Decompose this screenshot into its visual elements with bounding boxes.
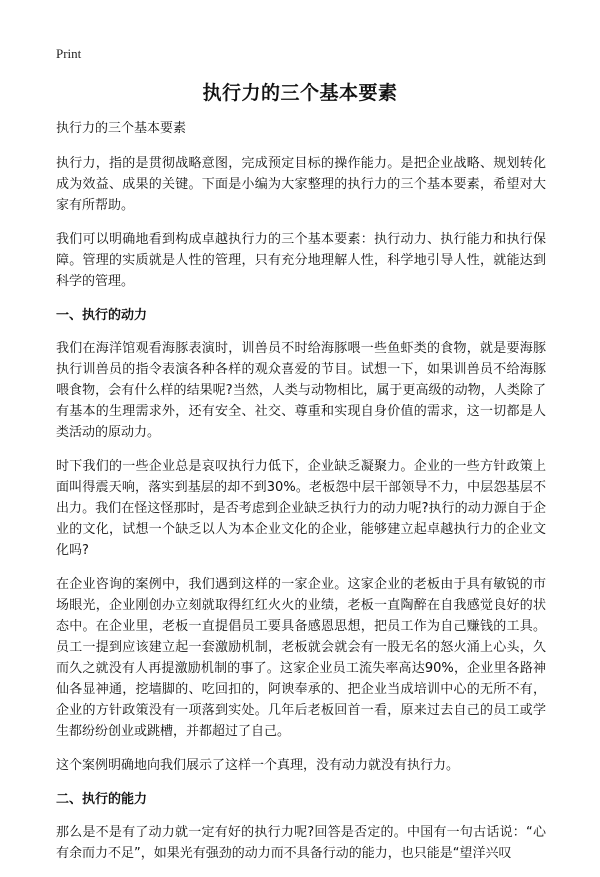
- section-heading-motivation: 一、执行的动力: [56, 308, 148, 323]
- body-paragraph: 时下我们的一些企业总是哀叹执行力低下，企业缺乏凝聚力。企业的一些方针政策上面叫得震天响，落实到基层的却不到30%。老板怨中层干部领导不力，中层怨基层不出力。我们在怪这怪那时，是否考虑到企业缺乏执行力的动力呢?执行的动力源自于企业的文化，试想一个缺乏以人为本企业文化的企业，能够建立起卓越执行力的企业文化吗?: [56, 459, 546, 558]
- section-heading-ability: 二、执行的能力: [56, 792, 148, 807]
- body-paragraph: 我们在海洋馆观看海豚表演时，训兽员不时给海豚喂一些鱼虾类的食物，就是要海豚执行训兽员的指令表演各种各样的观众喜爱的节目。试想一下，如果训兽员不给海豚喂食物，会有什么样的结果呢?当然，人类与动物相比，属于更高级的动物，人类除了有基本的生理需求外，还有安全、社交、尊重和实现自身价值的需求，这一切都是人类活动的原动力。: [56, 341, 546, 440]
- intro-paragraph: 执行力，指的是贯彻战略意图，完成预定目标的操作能力。是把企业战略、规划转化成为效益、成果的关键。下面是小编为大家整理的执行力的三个基本要素，希望对大家有所帮助。: [56, 156, 546, 213]
- print-link[interactable]: Print: [56, 46, 82, 61]
- page-title: 执行力的三个基本要素: [202, 82, 398, 104]
- body-paragraph: 那么是不是有了动力就一定有好的执行力呢?回答是否定的。中国有一句古话说：“心有余而力不足”，如果光有强劲的动力而不具备行动的能力，也只能是“望洋兴叹: [56, 825, 546, 861]
- document-body: [56, 119, 546, 877]
- body-paragraph: 这个案例明确地向我们展示了这样一个真理，没有动力就没有执行力。: [56, 758, 460, 773]
- intro-paragraph: 我们可以明确地看到构成卓越执行力的三个基本要素：执行动力、执行能力和执行保障。管理的实质就是人性的管理，只有充分地理解人性，科学地引导人性，就能达到科学的管理。: [56, 232, 546, 289]
- document-subtitle: 执行力的三个基本要素: [56, 121, 187, 136]
- body-paragraph: 在企业咨询的案例中，我们遇到这样的一家企业。这家企业的老板由于具有敏锐的市场眼光，企业刚创办立刻就取得红红火火的业绩，老板一直陶醉在自我感觉良好的状态中。在企业里，老板一直提倡员工要具备感恩思想，把员工作为自己赚钱的工具。员工一提到应该建立起一套激励机制，老板就会就会有一股无名的怒火涌上心头，久而久之就没有人再提激励机制的事了。这家企业员工流失率高达90%，企业里各路神仙各显神通，挖墙脚的、吃回扣的，阿谀奉承的、把企业当成培训中心的无所不有，企业的方针政策没有一项落到实处。几年后老板回首一看，原来过去自己的员工或学生都纷纷创业或跳槽，并都超过了自己。: [56, 577, 546, 739]
